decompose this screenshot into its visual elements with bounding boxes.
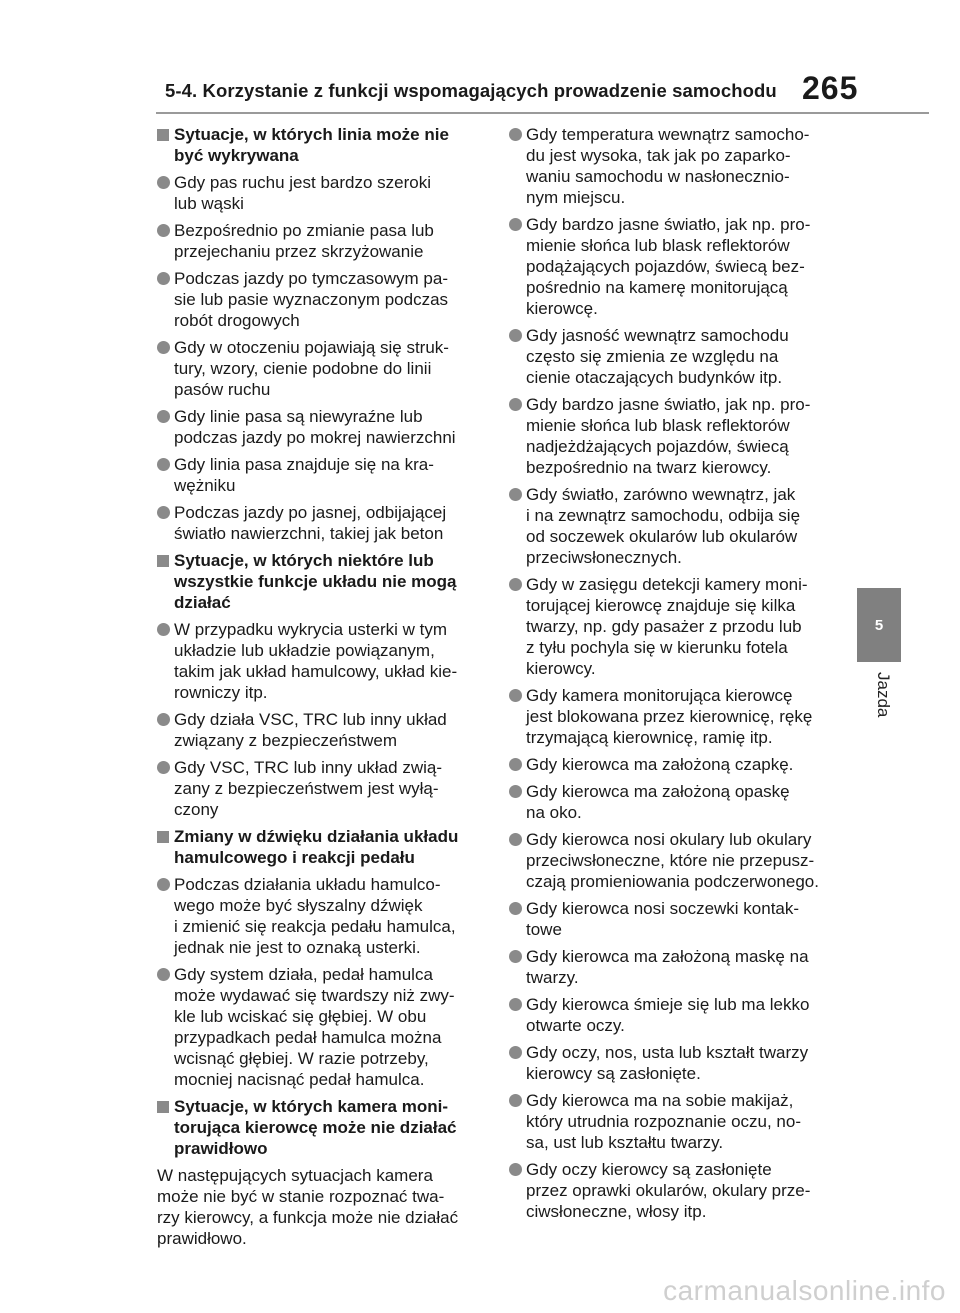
bullet-item [509,484,839,568]
bullet-item [157,757,482,820]
bullet-item [509,685,839,748]
bullet-text: Gdy VSC, TRC lub inny układ zwią- zany z bezpieczeństwem jest wyłą- czony [174,758,443,819]
chapter-number: 5 [874,616,884,634]
round-bullet-icon [509,689,522,702]
round-bullet-icon [509,833,522,846]
bullet-item [157,709,482,751]
bullet-text: Gdy kierowca ma założoną czapkę. [526,755,794,774]
bullet-item [157,964,482,1090]
round-bullet-icon [509,329,522,342]
bullet-text: Gdy kierowca ma na sobie makijaż, który utrudnia rozpoznanie oczu, no- sa, ust lub kształtu twarzy. [526,1091,801,1152]
right-column [509,124,839,1228]
bullet-item [157,502,482,544]
chapter-tab [857,588,901,662]
round-bullet-icon [509,785,522,798]
chapter-label: Jazda [874,672,893,718]
bullet-text: Gdy kierowca nosi okulary lub okulary przeciwsłoneczne, które nie przepusz- czają promieniowania podczerwonego. [526,830,819,891]
round-bullet-icon [509,902,522,915]
bullet-text: Gdy w zasięgu detekcji kamery moni- torującej kierowcę znajduje się kilka twarzy, np. gdy pasażer z przodu lub z tyłu pochyla się w kierunku fotela kierowcy. [526,575,808,678]
bullet-item [157,337,482,400]
bullet-text: Gdy temperatura wewnątrz samocho- du jest wysoka, tak jak po zaparko- waniu samochodu w nasłonecznio- nym miejscu. [526,125,810,207]
round-bullet-icon [157,458,170,471]
bullet-text: Gdy oczy, nos, usta lub kształt twarzy kierowcy są zasłonięte. [526,1043,809,1083]
bullet-text: Gdy kierowca nosi soczewki kontak- towe [526,899,800,939]
bullet-item [157,172,482,214]
bullet-text: Podczas jazdy po tymczasowym pa- sie lub pasie wyznaczonym podczas robót drogowych [174,269,449,330]
round-bullet-icon [157,341,170,354]
bullet-item [509,1090,839,1153]
bullet-text: Gdy jasność wewnątrz samochodu często się zmienia ze względu na cienie otaczających budynków itp. [526,326,789,387]
bullet-text: Gdy w otoczeniu pojawiają się struk- tury, wzory, cienie podobne do linii pasów ruchu [174,338,449,399]
round-bullet-icon [509,398,522,411]
round-bullet-icon [157,968,170,981]
bullet-item [509,574,839,679]
section-heading [157,826,482,868]
bullet-text: Gdy bardzo jasne światło, jak np. pro- mienie słońca lub blask reflektorów podążających pojazdów, świecą bez- pośrednio na kamerę monitorującą kierowcę. [526,215,811,318]
bullet-text: Gdy kierowca ma założoną maskę na twarzy. [526,947,809,987]
round-bullet-icon [509,1094,522,1107]
section-heading [157,550,482,613]
bullet-item [509,394,839,478]
bullet-item [157,619,482,703]
bullet-text: Podczas jazdy po jasnej, odbijającej światło nawierzchni, takiej jak beton [174,503,447,543]
heading-text: Sytuacje, w których kamera moni- torująca kierowcę może nie działać prawidłowo [174,1097,457,1158]
round-bullet-icon [509,1163,522,1176]
bullet-text: Bezpośrednio po zmianie pasa lub przejechaniu przez skrzyżowanie [174,221,434,261]
bullet-item [509,214,839,319]
bullet-item [509,898,839,940]
bullet-item [157,874,482,958]
bullet-text: Gdy bardzo jasne światło, jak np. pro- mienie słońca lub blask reflektorów nadjeżdżających pojazdów, świecą bezpośrednio na twarz kierowcy. [526,395,811,477]
body-paragraph: W następujących sytuacjach kamera może nie być w stanie rozpoznać twa- rzy kierowcy, a funkcja może nie działać prawidłowo. [157,1166,459,1248]
bullet-item [509,781,839,823]
heading-text: Sytuacje, w których linia może nie być wykrywana [174,125,449,165]
header-divider [156,112,929,114]
bullet-text: Gdy pas ruchu jest bardzo szeroki lub wąski [174,173,432,213]
bullet-text: Gdy światło, zarówno wewnątrz, jak i na zewnątrz samochodu, odbija się od soczewek okularów lub okularów przeciwsłonecznych. [526,485,801,567]
watermark: carmanualsonline.info [663,1275,946,1306]
page-header-title: 5-4. Korzystanie z funkcji wspomagających prowadzenie samochodu [165,80,777,101]
bullet-item [157,406,482,448]
bullet-item [157,220,482,262]
bullet-text: Gdy linie pasa są niewyraźne lub podczas jazdy po mokrej nawierzchni [174,407,456,447]
bullet-item [509,946,839,988]
left-column [157,124,482,1255]
square-bullet-icon [157,555,169,567]
bullet-text: W przypadku wykrycia usterki w tym układzie lub układzie powiązanym, takim jak układ hamulcowy, układ kie- rowniczy itp. [174,620,458,702]
round-bullet-icon [509,218,522,231]
round-bullet-icon [509,578,522,591]
round-bullet-icon [157,623,170,636]
square-bullet-icon [157,129,169,141]
heading-text: Zmiany w dźwięku działania układu hamulcowego i reakcji pedału [174,827,459,867]
bullet-text: Gdy kierowca śmieje się lub ma lekko otwarte oczy. [526,995,810,1035]
bullet-text: Gdy kierowca ma założoną opaskę na oko. [526,782,790,822]
round-bullet-icon [509,758,522,771]
bullet-text: Gdy kamera monitorująca kierowcę jest blokowana przez kierownicę, rękę trzymającą kierownicę, ramię itp. [526,686,813,747]
page-number: 265 [802,70,859,106]
bullet-text: Gdy linia pasa znajduje się na kra- wężniku [174,455,434,495]
bullet-text: Gdy działa VSC, TRC lub inny układ związany z bezpieczeństwem [174,710,447,750]
section-heading [157,1096,482,1159]
bullet-item [157,454,482,496]
bullet-item [509,124,839,208]
bullet-item [509,754,839,775]
bullet-item [509,325,839,388]
round-bullet-icon [157,713,170,726]
bullet-item [509,994,839,1036]
round-bullet-icon [157,761,170,774]
round-bullet-icon [157,176,170,189]
square-bullet-icon [157,1101,169,1113]
heading-text: Sytuacje, w których niektóre lub wszystkie funkcje układu nie mogą działać [174,551,457,612]
bullet-text: Gdy system działa, pedał hamulca może wydawać się twardszy niż zwy- kle lub wciskać się głębiej. W obu przypadkach pedał hamulca można wcisnąć głębiej. W razie potrzeby, mocniej nacisnąć pedał hamulca. [174,965,455,1089]
bullet-text: Gdy oczy kierowcy są zasłonięte przez oprawki okularów, okulary prze- ciwsłoneczne, włosy itp. [526,1160,811,1221]
round-bullet-icon [509,128,522,141]
round-bullet-icon [157,878,170,891]
bullet-item [509,1159,839,1222]
square-bullet-icon [157,831,169,843]
round-bullet-icon [509,488,522,501]
round-bullet-icon [157,224,170,237]
round-bullet-icon [509,950,522,963]
round-bullet-icon [509,998,522,1011]
bullet-item [509,829,839,892]
bullet-text: Podczas działania układu hamulco- wego może być słyszalny dźwięk i zmienić się reakcja pedału hamulca, jednak nie jest to oznaką usterki. [174,875,456,957]
round-bullet-icon [157,272,170,285]
bullet-item [157,268,482,331]
bullet-item [509,1042,839,1084]
round-bullet-icon [509,1046,522,1059]
section-heading [157,124,482,166]
round-bullet-icon [157,410,170,423]
round-bullet-icon [157,506,170,519]
